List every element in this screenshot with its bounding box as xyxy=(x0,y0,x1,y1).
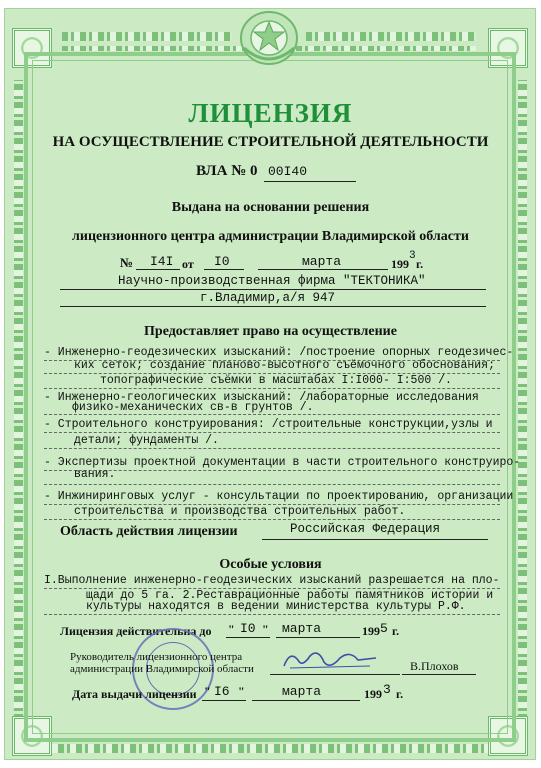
rights-line: - Инженерно-геологических изысканий: /лабораторные исследования xyxy=(44,391,479,404)
issue-quote-close: " xyxy=(238,684,245,698)
head-name: В.Плохов xyxy=(410,659,459,673)
rights-line: - Экспертизы проектной документации в части строительного конструиро- xyxy=(44,456,521,469)
decision-year-suffix: 3 xyxy=(409,250,416,262)
issue-label: Дата выдачи лицензии xyxy=(72,687,197,701)
rights-line: - Инжиниринговых услуг - консультации по проектированию, организации xyxy=(44,490,514,503)
issue-year-prefix: 199 xyxy=(364,687,382,701)
valid-month: марта xyxy=(282,621,322,636)
series-number: 00I40 xyxy=(268,164,308,179)
rights-underline xyxy=(44,388,500,389)
top-ornament-left xyxy=(62,32,232,41)
top-ornament-right xyxy=(306,32,476,41)
decision-no-underline xyxy=(136,269,180,270)
valid-year-prefix: 199 xyxy=(362,624,380,638)
decision-no-label: № xyxy=(120,255,134,270)
decision-month-underline xyxy=(258,269,388,270)
rights-line: топографические съёмки в масштабах I:I000- I:500 /. xyxy=(100,374,452,387)
decision-from-label: от xyxy=(182,257,194,271)
scope-value: Российская Федерация xyxy=(290,522,441,536)
basis-line-2: лицензионного центра администрации Владимирской области xyxy=(72,229,469,244)
issue-month: марта xyxy=(282,684,322,699)
issue-year-label: г. xyxy=(396,687,404,701)
series-underline xyxy=(264,181,356,182)
address-underline xyxy=(60,306,486,307)
right-ornament xyxy=(518,80,527,720)
special-heading: Особые условия xyxy=(219,557,322,572)
head-label-line-2: администрации Владимирской области xyxy=(70,663,254,675)
valid-label: Лицензия действительна до xyxy=(60,624,212,638)
head-name-underline xyxy=(402,674,476,675)
company-underline xyxy=(60,289,486,290)
issue-day: I6 xyxy=(214,684,230,699)
bottom-ornament xyxy=(40,744,500,753)
rights-underline xyxy=(44,519,500,520)
head-label-line-1: Руководитель лицензионного центра xyxy=(70,651,243,663)
license-subtitle: НА ОСУЩЕСТВЛЕНИЕ СТРОИТЕЛЬНОЙ ДЕЯТЕЛЬНОСТИ xyxy=(52,134,489,150)
decision-year-prefix: 199 xyxy=(391,257,409,271)
special-line: щади до 5 га. 2.Реставрационные работы памятников истории и xyxy=(86,589,494,602)
valid-quote-close: " xyxy=(262,622,269,636)
valid-year-label: г. xyxy=(392,624,400,638)
decision-no: I4I xyxy=(150,254,174,269)
special-line: I.Выполнение инженерно-геодезических изысканий разрешается на пло- xyxy=(44,574,500,587)
company-address: г.Владимир,а/я 947 xyxy=(200,291,336,305)
special-line: культуры находятся в ведении министерства культуры Р.Ф. xyxy=(86,600,466,613)
scope-underline xyxy=(262,539,488,540)
rights-line: - Строительного конструирования: /строительные конструкции,узлы и xyxy=(44,418,493,431)
series-label: ВЛА № 0 xyxy=(196,163,258,179)
signature-icon xyxy=(280,646,380,674)
license-title: ЛИЦЕНЗИЯ xyxy=(188,98,353,128)
decision-year-label: г. xyxy=(416,257,424,271)
valid-year-suffix: 5 xyxy=(380,621,388,636)
decision-day-underline xyxy=(204,269,244,270)
rights-line: ких сеток; создание планово-высотного съёмочного обоснования; xyxy=(74,359,495,372)
left-ornament xyxy=(14,80,23,720)
rights-line: строительства и производства строительных работ. xyxy=(74,505,406,518)
scope-label: Область действия лицензии xyxy=(60,524,238,539)
company-name: Научно-производственная фирма "ТЕКТОНИКА" xyxy=(118,274,426,288)
rights-heading: Предоставляет право на осуществление xyxy=(144,324,397,339)
rights-underline xyxy=(44,414,500,415)
special-underline xyxy=(44,614,500,615)
rights-underline xyxy=(44,448,500,449)
rights-line: вания. xyxy=(74,468,116,481)
valid-quote-open: " xyxy=(228,622,235,636)
signature-underline xyxy=(270,674,400,675)
rights-underline xyxy=(44,484,500,485)
valid-day: I0 xyxy=(240,621,256,636)
rights-line: физико-механических св-в грунтов /. xyxy=(72,401,314,414)
issue-year-suffix: 3 xyxy=(383,682,391,697)
state-emblem-icon xyxy=(236,8,302,66)
basis-line-1: Выдана на основании решения xyxy=(171,200,370,215)
issue-day-underline xyxy=(202,700,246,701)
issue-quote-open: " xyxy=(204,684,211,698)
rights-line: детали; фундаменты /. xyxy=(74,434,219,447)
decision-day: I0 xyxy=(214,254,230,269)
decision-month: марта xyxy=(302,254,342,269)
rights-line: - Инженерно-геодезических изысканий: /построение опорных геодезичес- xyxy=(44,346,514,359)
valid-day-underline xyxy=(226,637,270,638)
rights-underline xyxy=(44,432,500,433)
valid-month-underline xyxy=(276,637,360,638)
issue-month-underline xyxy=(252,700,360,701)
